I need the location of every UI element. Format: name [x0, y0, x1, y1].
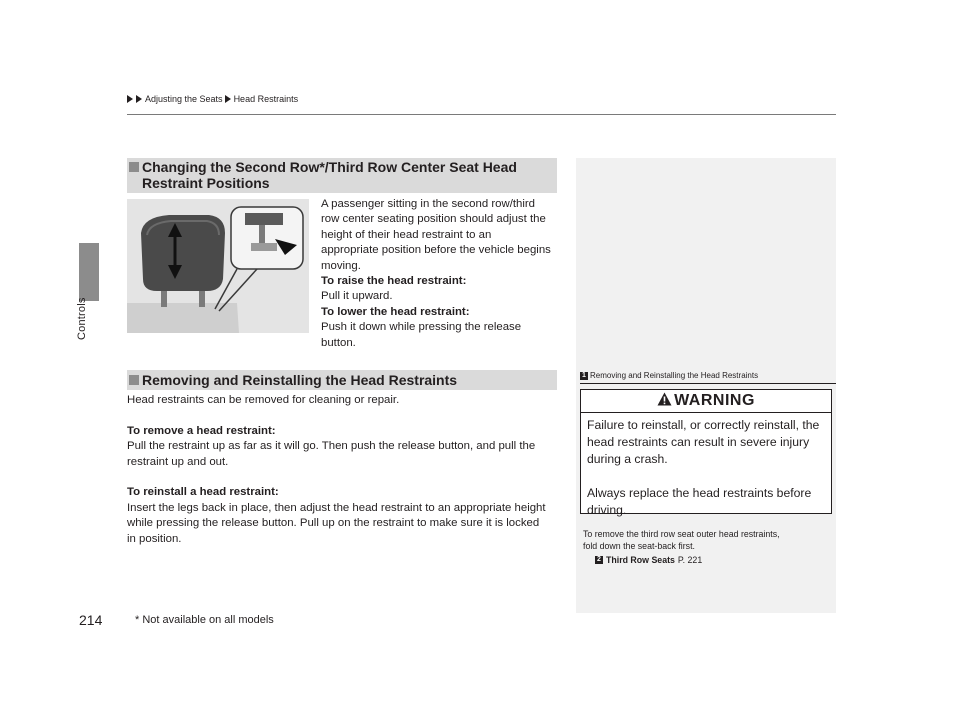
warning-title: WARNING — [581, 392, 831, 410]
remove-heading: To remove a head restraint: — [127, 424, 276, 437]
section-square-icon — [129, 375, 139, 385]
cross-reference-icon: 2 — [595, 556, 603, 564]
reinstall-text: while pressing the release button. Pull up on the restraint to make sure it is locked — [127, 517, 540, 530]
section-title: Changing the Second Row*/Third Row Center Seat Head Restraint Positions — [142, 159, 517, 191]
head-restraint-illustration — [127, 199, 309, 333]
section-header-removing-reinstalling — [127, 370, 557, 390]
section1-body — [321, 197, 561, 351]
section2-body — [127, 393, 567, 547]
header-rule — [127, 114, 836, 115]
raise-heading: To raise the head restraint: — [321, 275, 467, 288]
breadcrumb-arrow-icon — [136, 95, 142, 103]
chapter-tab — [79, 243, 99, 301]
warning-text: Failure to reinstall, or correctly reinstall, the head restraints can result in severe injury during a crash. Always replace the head restraints before driving. — [587, 418, 820, 517]
reinstall-text: Insert the legs back in place, then adjust the head restraint to an appropriate height — [127, 501, 546, 514]
reinstall-heading: To reinstall a head restraint: — [127, 486, 279, 499]
page-number: 214 — [79, 612, 103, 628]
sidebar-rule — [580, 383, 836, 384]
reinstall-text: in position. — [127, 532, 182, 545]
chapter-label: Controls — [76, 297, 88, 340]
sidebar-note: To remove the third row seat outer head restraints, fold down the seat-back first. 2 Third Row Seats P. 221 — [583, 529, 780, 565]
intro-text: Head restraints can be removed for cleaning or repair. — [127, 394, 400, 406]
lower-text: button. — [321, 336, 356, 349]
warning-triangle-icon — [657, 392, 672, 406]
breadcrumb-arrow-icon — [225, 95, 231, 103]
body-line: appropriate position before the vehicle begins — [321, 244, 551, 257]
sidebar-heading: 1 Removing and Reinstalling the Head Restraints — [580, 371, 758, 380]
section-square-icon — [129, 162, 139, 172]
lower-heading: To lower the head restraint: — [321, 305, 470, 318]
breadcrumb-level2[interactable]: Head Restraints — [233, 94, 299, 104]
section-title: Removing and Reinstalling the Head Restraints — [142, 372, 458, 388]
body-line: height of their head restraint to an — [321, 228, 492, 241]
remove-text: Pull the restraint up as far as it will go. Then push the release button, and pull the — [127, 440, 536, 453]
breadcrumb-level1[interactable]: Adjusting the Seats — [145, 94, 223, 104]
breadcrumb-arrow-icon — [127, 95, 133, 103]
remove-text: restraint up and out. — [127, 455, 229, 468]
third-row-seats-link[interactable]: 2 Third Row Seats P. 221 — [595, 554, 702, 566]
section-header-seat-head-restraint — [127, 158, 557, 193]
warning-divider — [581, 412, 831, 413]
raise-text: Pull it upward. — [321, 290, 393, 303]
cross-reference-icon: 1 — [580, 372, 588, 380]
body-line: row center seating position should adjust the — [321, 213, 546, 226]
lower-text: Push it down while pressing the release — [321, 321, 522, 334]
body-line: moving. — [321, 259, 361, 272]
breadcrumb — [127, 94, 298, 104]
footnote: * Not available on all models — [135, 614, 274, 626]
body-line: A passenger sitting in the second row/third — [321, 198, 536, 210]
warning-box — [580, 389, 832, 517]
